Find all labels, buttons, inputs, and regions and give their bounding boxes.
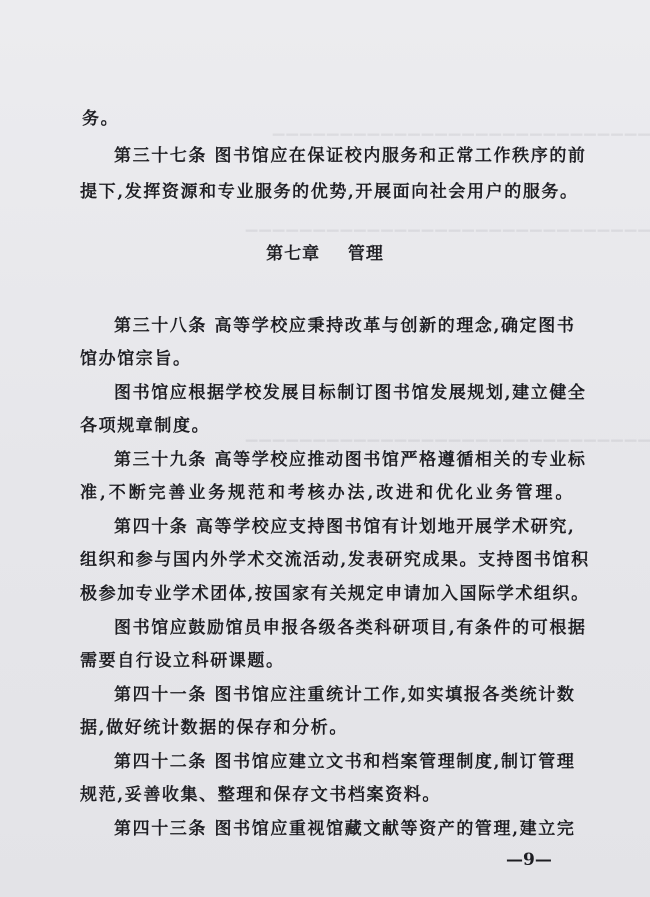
show-through-text: ▁▁▁▁▁▁▁▁▁▁▁▁▁▁▁▁▁▁▁▁▁▁▁▁▁▁▁▁ [271, 118, 650, 136]
article-41-line: 第四十一条 图书馆应注重统计工作,如实填报各类统计数 [114, 685, 576, 705]
body-line: 馆办馆宗旨。 [80, 349, 192, 369]
body-line: 提下,发挥资源和专业服务的优势,开展面向社会用户的服务。 [80, 182, 579, 202]
page-number: —9— [506, 850, 552, 870]
body-line: 规范,妥善收集、整理和保存文书档案资料。 [80, 785, 441, 805]
body-line: 需要自行设立科研课题。 [80, 651, 285, 671]
article-40-line: 第四十条 高等学校应支持图书馆有计划地开展学术研究, [114, 517, 576, 537]
show-through-text: ▁▁▁▁▁▁▁▁▁▁▁▁▁▁▁▁▁▁▁▁▁▁▁▁▁▁▁▁▁▁ [243, 424, 650, 442]
body-line: 据,做好统计数据的保存和分析。 [80, 718, 348, 738]
body-line: 各项规章制度。 [80, 416, 211, 436]
article-37-line: 第三十七条 图书馆应在保证校内服务和正常工作秩序的前 [114, 146, 587, 166]
show-through-text: ▁▁▁▁▁▁▁▁▁▁▁▁▁▁▁▁▁▁▁▁▁▁▁▁▁▁▁▁▁▁ [243, 214, 650, 232]
body-line: 务。 [82, 109, 120, 129]
chapter-heading: 第七章 管理 [266, 244, 384, 264]
body-line: 图书馆应鼓励馆员申报各级各类科研项目,有条件的可根据 [114, 618, 587, 638]
article-43-line: 第四十三条 图书馆应重视馆藏文献等资产的管理,建立完 [114, 819, 576, 839]
body-line: 极参加专业学术团体,按国家有关规定申请加入国际学术组织。 [80, 584, 590, 604]
article-42-line: 第四十二条 图书馆应建立文书和档案管理制度,制订管理 [114, 752, 576, 772]
body-line: 图书馆应根据学校发展目标制订图书馆发展规划,建立健全 [114, 383, 587, 403]
body-line: 准,不断完善业务规范和考核办法,改进和优化业务管理。 [80, 483, 574, 503]
article-38-line: 第三十八条 高等学校应秉持改革与创新的理念,确定图书 [114, 316, 576, 336]
article-39-line: 第三十九条 高等学校应推动图书馆严格遵循相关的专业标 [114, 450, 587, 470]
body-line: 组织和参与国内外学术交流活动,发表研究成果。支持图书馆积 [80, 550, 590, 570]
